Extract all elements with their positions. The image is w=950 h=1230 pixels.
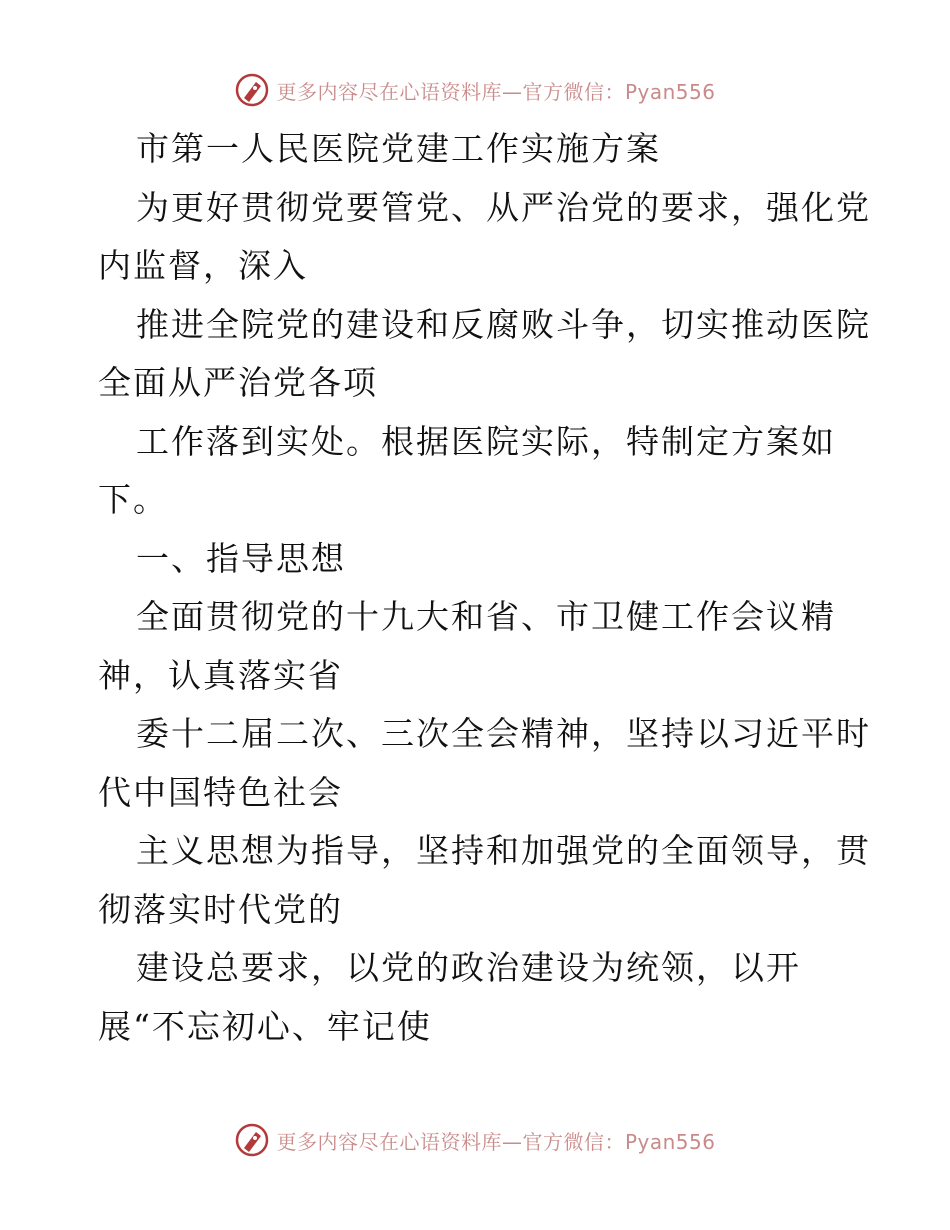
watermark-banner-bottom	[0, 1118, 950, 1162]
text-line: 全面贯彻党的十九大和省、市卫健工作会议精	[136, 597, 836, 636]
text-line: 展“不忘初心、牢记使	[98, 1006, 432, 1046]
text-line: 下。	[98, 480, 168, 519]
text-line: 委十二届二次、三次全会精神，坚持以习近平时	[136, 714, 871, 753]
text-line: 主义思想为指导，坚持和加强党的全面领导，贯	[136, 831, 871, 870]
text-line: 神，认真落实省	[98, 655, 343, 695]
text-line: 推进全院党的建设和反腐败斗争，切实推动医院	[136, 304, 871, 344]
document-title: 市第一人民医院党建工作实施方案	[136, 129, 661, 168]
pen-nib-circle-icon	[234, 72, 270, 108]
watermark-text: 更多内容尽在心语资料库—官方微信：Pyan556	[276, 79, 716, 104]
text-line: 全面从严治党各项	[98, 363, 378, 402]
watermark-text: 更多内容尽在心语资料库—官方微信：Pyan556	[276, 1129, 716, 1154]
text-line: 彻落实时代党的	[98, 889, 343, 929]
text-line: 为更好贯彻党要管党、从严治党的要求，强化党	[136, 187, 871, 227]
text-line: 代中国特色社会	[98, 772, 343, 812]
text-line: 建设总要求，以党的政治建设为统领，以开	[136, 948, 801, 987]
watermark-banner-top	[0, 68, 950, 112]
document-body	[98, 120, 871, 1056]
text-line: 工作落到实处。根据医院实际，特制定方案如	[136, 421, 836, 461]
pen-nib-circle-icon	[234, 1122, 270, 1158]
text-line: 内监督，深入	[98, 246, 308, 285]
text-line: 一、指导思想	[136, 538, 346, 578]
